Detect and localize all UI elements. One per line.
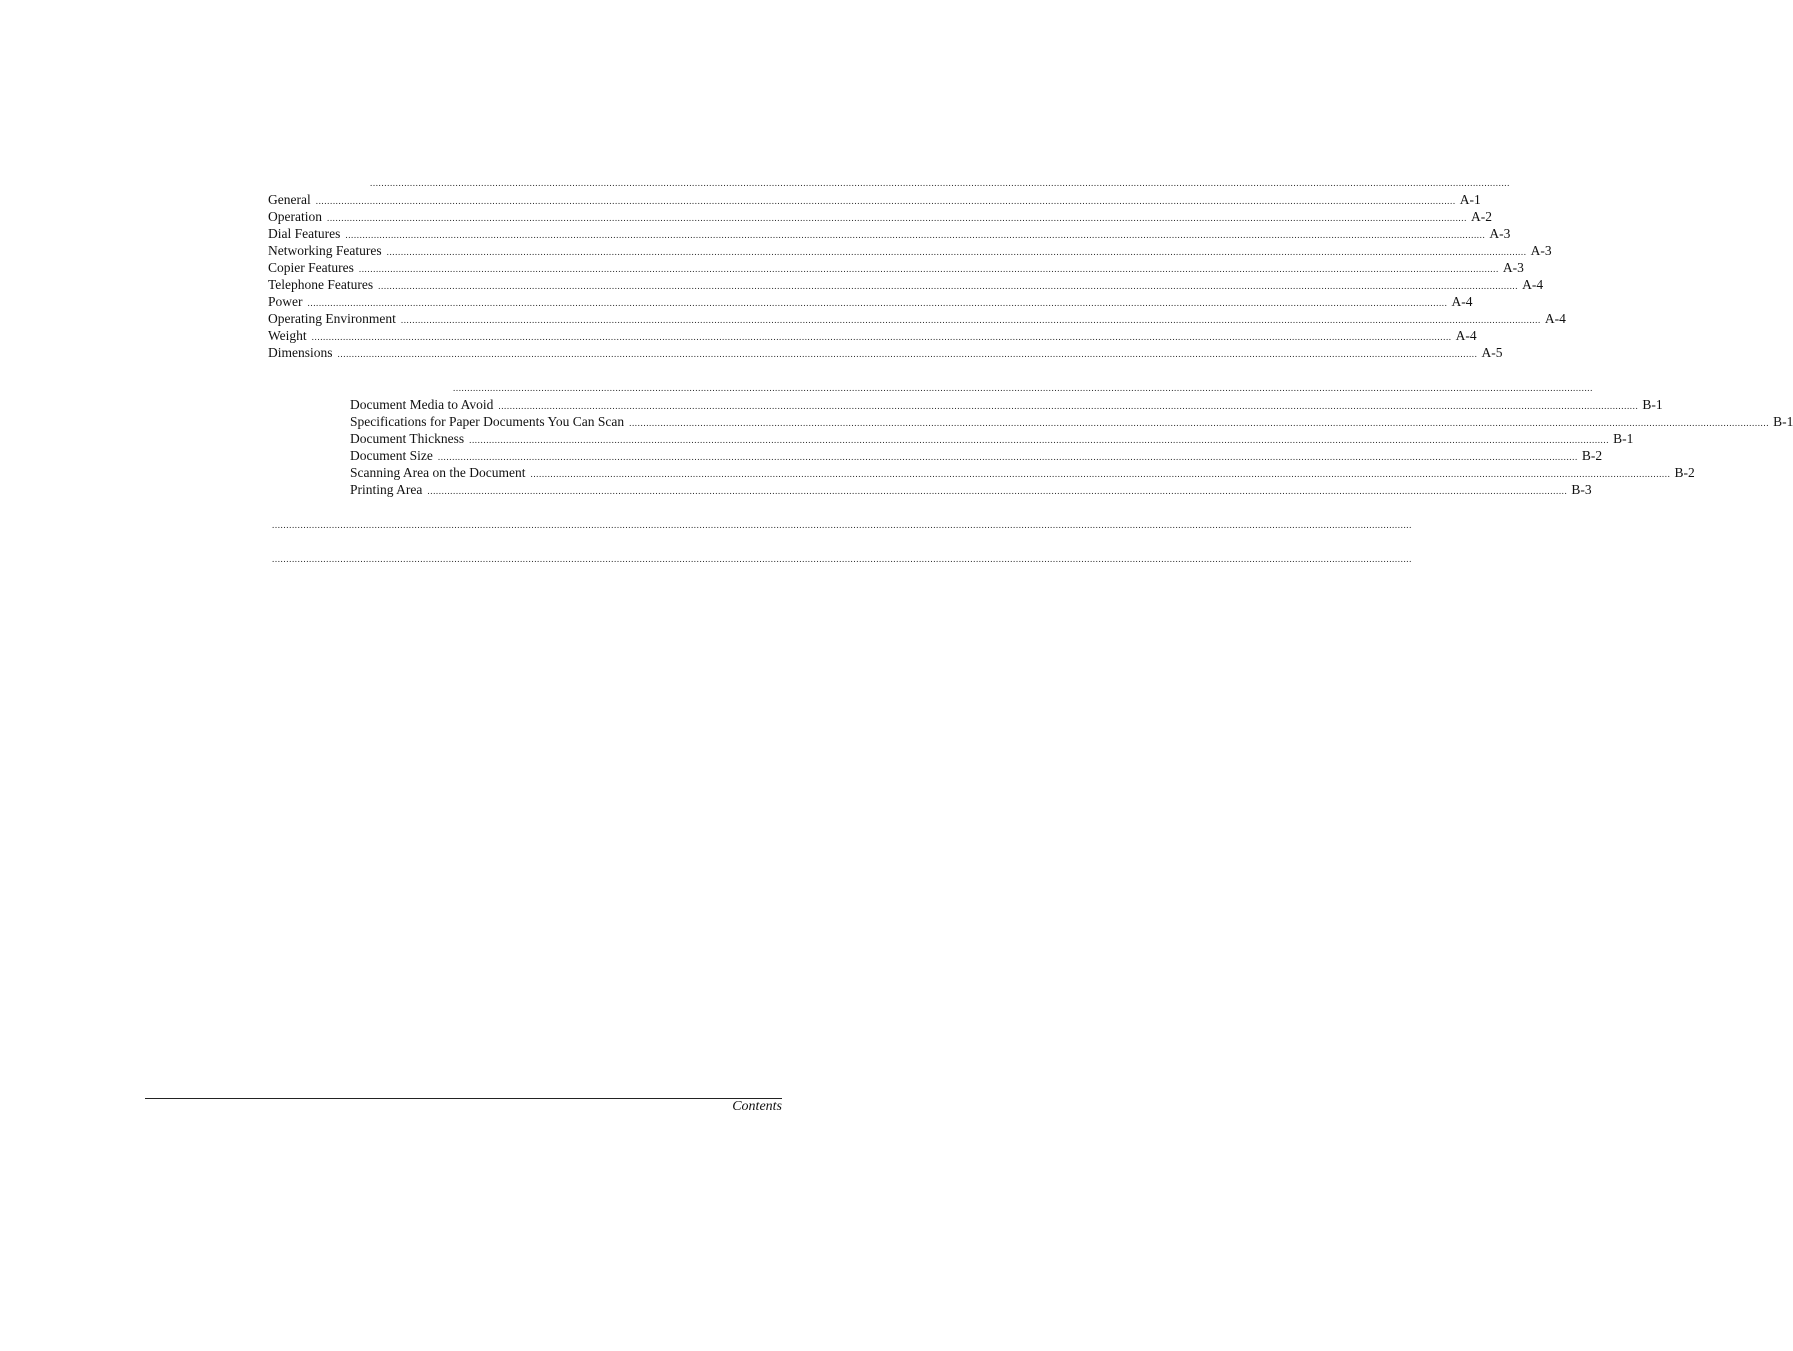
dot-leader: ................................................................................................................................................................................................................................................................................................................................................................................................................: [311, 332, 1452, 342]
dot-leader: ................................................................................................................................................................................................................................................................................................................................................................................................................: [386, 247, 1527, 257]
toc-entry-page: A-4: [1544, 311, 1566, 326]
toc-entry-label: Power: [268, 294, 303, 309]
toc-entry-page: A-2: [1470, 209, 1492, 224]
toc-entry-page: B-1: [1642, 397, 1663, 412]
toc-entry-operating-environment[interactable]: [268, 310, 1566, 327]
appendix-b-heading[interactable]: [453, 380, 1593, 397]
toc-entry-dial-features[interactable]: [268, 225, 1511, 242]
toc-entry-label: Dial Features: [268, 226, 341, 241]
toc-entry-label: Printing Area: [350, 482, 423, 497]
toc-entry-printing-area[interactable]: [350, 481, 1592, 498]
toc-entry-weight[interactable]: [268, 327, 1477, 344]
toc-entry-scanning-area[interactable]: [350, 464, 1695, 481]
glossary-entry[interactable]: [272, 517, 1412, 534]
toc-entry-operation[interactable]: [268, 208, 1492, 225]
dot-leader: ................................................................................................................................................................................................................................................................................................................................................................................................................: [469, 435, 1610, 445]
toc-entry-label: Operating Environment: [268, 311, 396, 326]
toc-entry-page: A-4: [1455, 328, 1477, 343]
toc-entry-general[interactable]: [268, 191, 1481, 208]
toc-entry-page: A-5: [1481, 345, 1503, 360]
toc-entry-page: B-1: [1773, 414, 1793, 429]
dot-leader: ................................................................................................................................................................................................................................................................................................................................................................................................................: [453, 383, 1593, 393]
toc-entry-label: Document Size: [350, 448, 433, 463]
dot-leader: ................................................................................................................................................................................................................................................................................................................................................................................................................: [530, 469, 1671, 479]
dot-leader: ................................................................................................................................................................................................................................................................................................................................................................................................................: [400, 315, 1541, 325]
toc-entry-networking-features[interactable]: [268, 242, 1552, 259]
dot-leader: ................................................................................................................................................................................................................................................................................................................................................................................................................: [358, 264, 1499, 274]
toc-entry-copier-features[interactable]: [268, 259, 1524, 276]
toc-entry-label: Telephone Features: [268, 277, 374, 292]
dot-leader: ................................................................................................................................................................................................................................................................................................................................................................................................................: [315, 196, 1456, 206]
dot-leader: ................................................................................................................................................................................................................................................................................................................................................................................................................: [337, 349, 1478, 359]
toc-entry-label: Specifications for Paper Documents You Can Scan: [350, 414, 625, 429]
toc-entry-page: A-3: [1489, 226, 1511, 241]
toc-entry-page: B-1: [1613, 431, 1634, 446]
toc-entry-label: Scanning Area on the Document: [350, 465, 526, 480]
footer-running-title: Contents: [732, 1099, 782, 1114]
toc-entry-page: A-3: [1530, 243, 1552, 258]
toc-entry-page: A-4: [1522, 277, 1544, 292]
toc-entry-specifications-paper-documents[interactable]: [350, 413, 1793, 430]
index-entry[interactable]: [272, 551, 1412, 568]
dot-leader: ................................................................................................................................................................................................................................................................................................................................................................................................................: [498, 401, 1639, 411]
toc-entry-label: General: [268, 192, 311, 207]
toc-entry-label: Weight: [268, 328, 307, 343]
toc-entry-power[interactable]: [268, 293, 1473, 310]
dot-leader: ................................................................................................................................................................................................................................................................................................................................................................................................................: [307, 298, 1448, 308]
toc-entry-telephone-features[interactable]: [268, 276, 1544, 293]
toc-entry-label: Document Thickness: [350, 431, 465, 446]
toc-entry-page: B-3: [1571, 482, 1592, 497]
dot-leader: ................................................................................................................................................................................................................................................................................................................................................................................................................: [326, 213, 1467, 223]
footer-rule: [145, 1098, 782, 1099]
toc-entry-label: Operation: [268, 209, 322, 224]
dot-leader: ................................................................................................................................................................................................................................................................................................................................................................................................................: [437, 452, 1578, 462]
toc-entry-dimensions[interactable]: [268, 344, 1503, 361]
appendix-a-heading[interactable]: [370, 175, 1510, 192]
dot-leader: ................................................................................................................................................................................................................................................................................................................................................................................................................: [370, 178, 1510, 188]
toc-entry-document-media-to-avoid[interactable]: [350, 396, 1663, 413]
toc-entry-document-size[interactable]: [350, 447, 1603, 464]
toc-entry-page: A-1: [1459, 192, 1481, 207]
dot-leader: ................................................................................................................................................................................................................................................................................................................................................................................................................: [378, 281, 1519, 291]
toc-entry-page: B-2: [1674, 465, 1695, 480]
toc-entry-page: A-3: [1502, 260, 1524, 275]
dot-leader: ................................................................................................................................................................................................................................................................................................................................................................................................................: [272, 554, 1412, 564]
toc-entry-label: Networking Features: [268, 243, 382, 258]
toc-entry-label: Copier Features: [268, 260, 354, 275]
toc-entry-page: A-4: [1451, 294, 1473, 309]
dot-leader: ................................................................................................................................................................................................................................................................................................................................................................................................................: [427, 486, 1568, 496]
toc-entry-label: Document Media to Avoid: [350, 397, 494, 412]
dot-leader: ................................................................................................................................................................................................................................................................................................................................................................................................................: [629, 418, 1770, 428]
toc-entry-page: B-2: [1581, 448, 1603, 463]
toc-entry-document-thickness[interactable]: [350, 430, 1634, 447]
toc-entry-label: Dimensions: [268, 345, 333, 360]
dot-leader: ................................................................................................................................................................................................................................................................................................................................................................................................................: [345, 230, 1486, 240]
dot-leader: ................................................................................................................................................................................................................................................................................................................................................................................................................: [272, 520, 1412, 530]
